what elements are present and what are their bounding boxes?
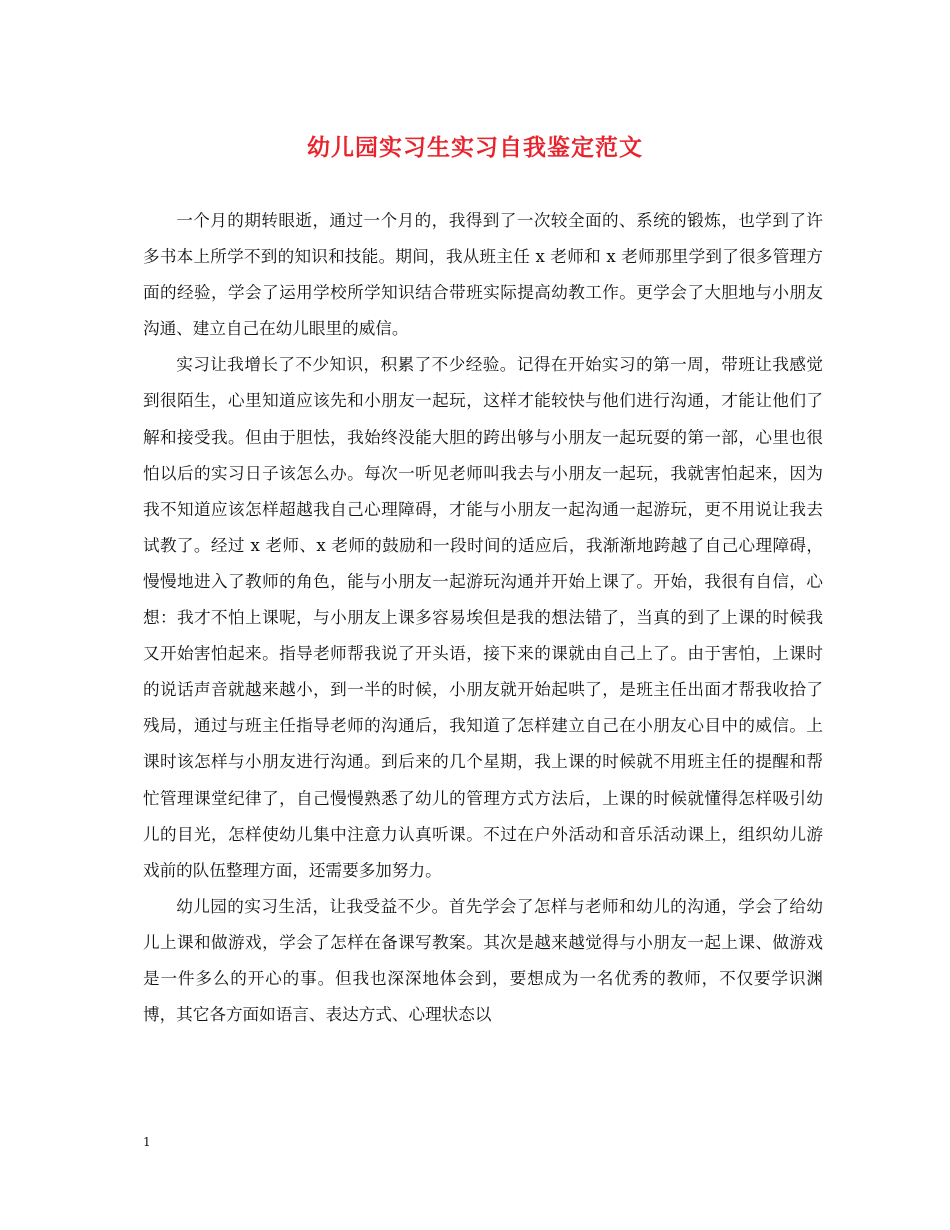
paragraph-2: 实习让我增长了不少知识，积累了不少经验。记得在开始实习的第一周，带班让我感觉到很陌生，心里知道应该先和小朋友一起玩，这样才能较快与他们进行沟通，才能让他们了解和接受我。但由于胆怯，我始终没能大胆的跨出够与小朋友一起玩耍的第一部，心里也很怕以后的实习日子该怎么办。每次一听见老师叫我去与小朋友一起玩，我就害怕起来，因为我不知道应该怎样超越我自己心理障碍，才能与小朋友一起沟通一起游玩，更不用说让我去试教了。经过 x 老师、x 老师的鼓励和一段时间的适应后，我渐渐地跨越了自己心理障碍，慢慢地进入了教师的角色，能与小朋友一起游玩沟通并开始上课了。开始，我很有自信，心想：我才不怕上课呢，与小朋友上课多容易埃但是我的想法错了，当真的到了上课的时候我又开始害怕起来。指导老师帮我说了开头语，接下来的课就由自己上了。由于害怕，上课时的说话声音就越来越小，到一半的时候，小朋友就开始起哄了，是班主任出面才帮我收拾了残局，通过与班主任指导老师的沟通后，我知道了怎样建立自己在小朋友心目中的威信。上课时该怎样与小朋友进行沟通。到后来的几个星期，我上课的时候就不用班主任的提醒和帮忙管理课堂纪律了，自己慢慢熟悉了幼儿的管理方式方法后，上课的时候就懂得怎样吸引幼儿的目光，怎样使幼儿集中注意力认真听课。不过在户外活动和音乐活动课上，组织幼儿游戏前的队伍整理方面，还需要多加努力。: [143, 355, 823, 880]
document-body: [143, 203, 823, 1033]
document-title: 幼儿园实习生实习自我鉴定范文: [307, 134, 643, 161]
paragraph-3: 幼儿园的实习生活，让我受益不少。首先学会了怎样与老师和幼儿的沟通，学会了给幼儿上课和做游戏，学会了怎样在备课写教案。其次是越来越觉得与小朋友一起上课、做游戏是一件多么的开心的事。但我也深深地体会到，要想成为一名优秀的教师，不仅要学识渊博，其它各方面如语言、表达方式、心理状态以: [143, 896, 823, 1025]
page-number: 1: [143, 1135, 151, 1149]
paragraph-1: 一个月的期转眼逝，通过一个月的，我得到了一次较全面的、系统的锻炼，也学到了许多书本上所学不到的知识和技能。期间，我从班主任 x 老师和 x 老师那里学到了很多管理方面的经验，学会了运用学校所学知识结合带班实际提高幼教工作。更学会了大胆地与小朋友沟通、建立自己在幼儿眼里的威信。: [143, 211, 823, 339]
